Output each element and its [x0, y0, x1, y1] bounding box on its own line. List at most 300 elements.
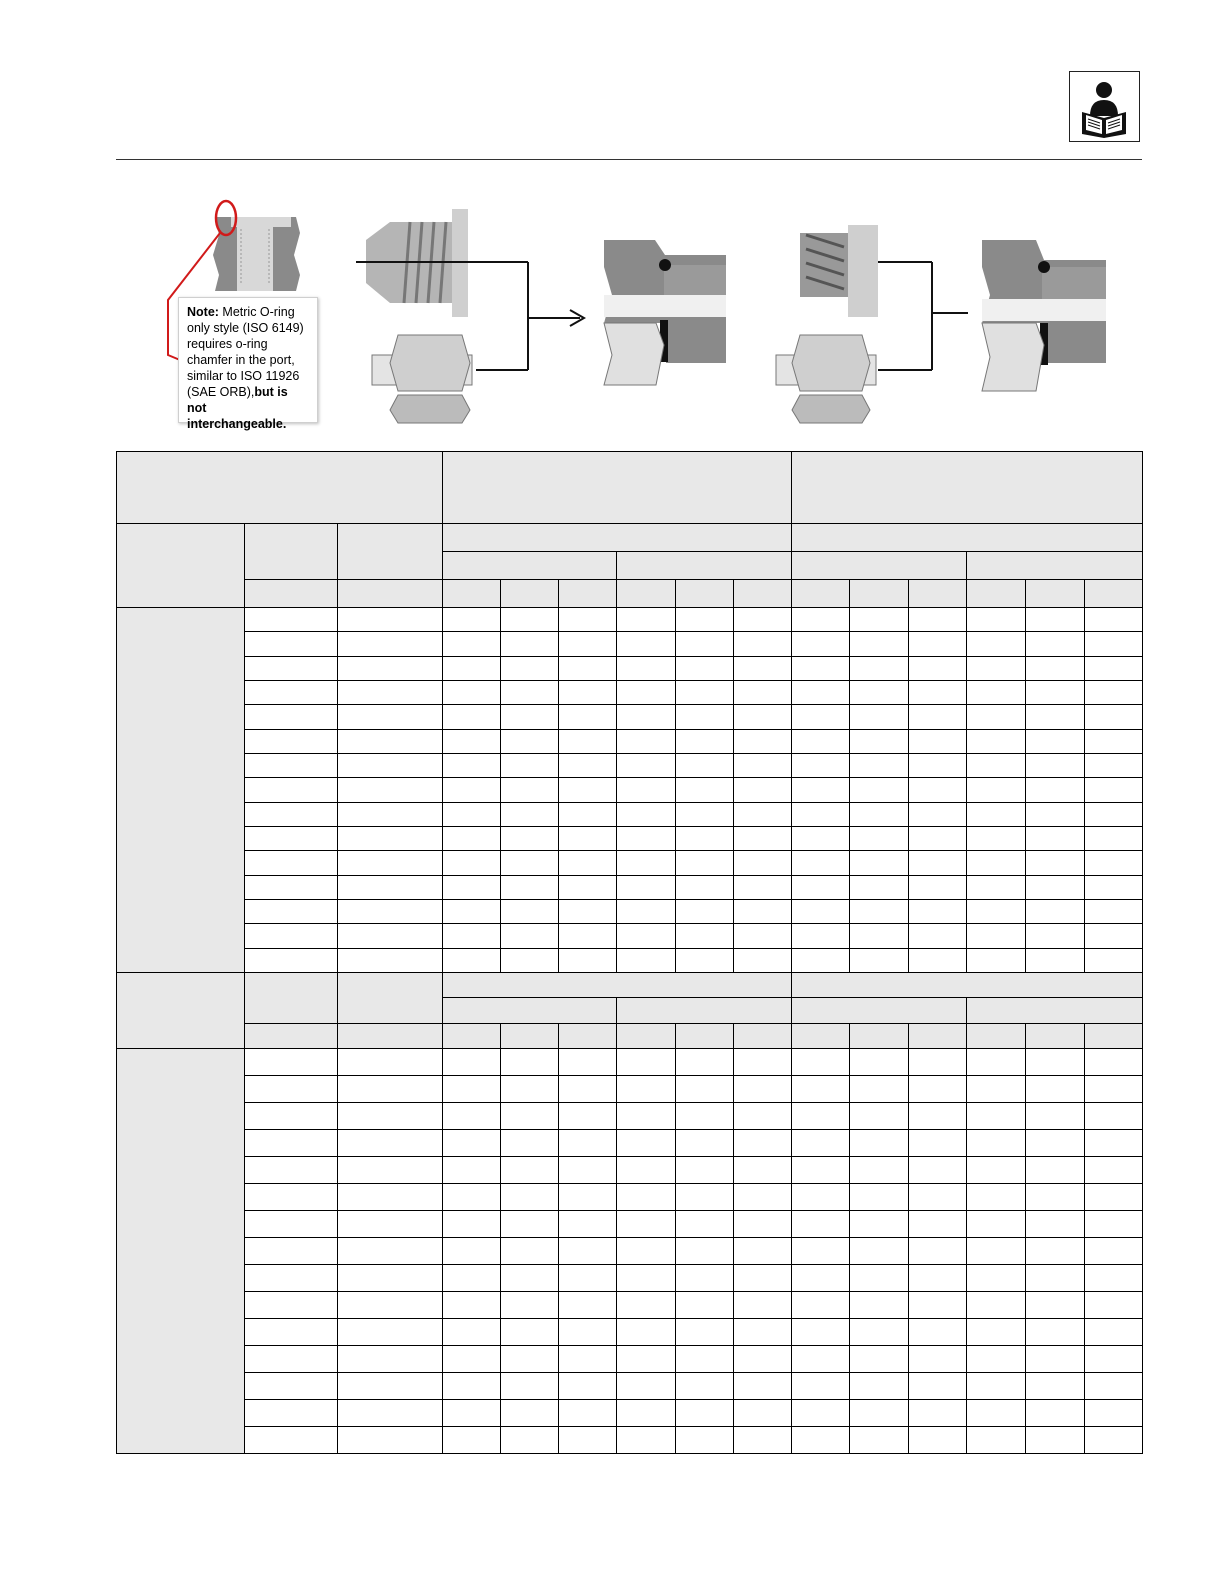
table-cell: [1084, 1264, 1142, 1291]
header-cell-group-a: [442, 452, 792, 524]
table-row: [117, 924, 1143, 948]
table-cell: [244, 753, 337, 777]
table-row: [117, 1237, 1143, 1264]
unit-header-cell: [1026, 580, 1084, 608]
table-cell: [617, 608, 675, 632]
table-cell: [617, 1291, 675, 1318]
table-cell: [908, 1426, 966, 1453]
table-cell: [733, 1399, 791, 1426]
table-cell: [1026, 875, 1084, 899]
table-cell: [617, 1075, 675, 1102]
table-cell: [338, 1156, 443, 1183]
table-cell: [908, 948, 966, 972]
table-cell: [442, 729, 500, 753]
table-cell: [559, 1291, 617, 1318]
table-cell: [966, 1345, 1025, 1372]
table-cell: [908, 1318, 966, 1345]
table-cell: [1026, 680, 1084, 704]
subgroup-header-cell: [792, 972, 1143, 997]
table-cell: [1084, 826, 1142, 850]
table-cell: [675, 753, 733, 777]
table-cell: [792, 1048, 850, 1075]
table-cell: [908, 924, 966, 948]
table-cell: [850, 1318, 908, 1345]
table-cell: [1026, 1048, 1084, 1075]
table-cell: [617, 899, 675, 923]
table-cell: [675, 948, 733, 972]
table-cell: [966, 1318, 1025, 1345]
table-cell: [617, 1183, 675, 1210]
table-cell: [733, 632, 791, 656]
table-cell: [442, 851, 500, 875]
table-cell: [617, 778, 675, 802]
table-cell: [792, 924, 850, 948]
note-text-4: chamfer in the port,: [187, 353, 295, 367]
header-cell-title: [117, 452, 443, 524]
table-row: [117, 899, 1143, 923]
table-row: [117, 1156, 1143, 1183]
table-cell: [442, 826, 500, 850]
table-cell: [338, 948, 443, 972]
table-cell: [675, 1210, 733, 1237]
table-row: [117, 1372, 1143, 1399]
table-cell: [733, 778, 791, 802]
table-cell: [559, 899, 617, 923]
table-cell: [850, 1156, 908, 1183]
table-cell: [338, 1372, 443, 1399]
table-cell: [442, 1372, 500, 1399]
table-cell: [244, 1291, 337, 1318]
table-cell: [500, 656, 558, 680]
table-cell: [338, 1183, 443, 1210]
table-cell: [1084, 924, 1142, 948]
table-cell: [617, 924, 675, 948]
table-cell: [733, 802, 791, 826]
table-cell: [559, 778, 617, 802]
table-cell: [442, 1156, 500, 1183]
table-cell: [1026, 1372, 1084, 1399]
table-row: [117, 1399, 1143, 1426]
table-cell: [338, 1048, 443, 1075]
table-row: [117, 1210, 1143, 1237]
table-cell: [792, 1345, 850, 1372]
table-cell: [1084, 1399, 1142, 1426]
table-row: [117, 680, 1143, 704]
table-cell: [442, 1075, 500, 1102]
table-cell: [908, 899, 966, 923]
table-cell: [500, 1210, 558, 1237]
table-cell: [338, 875, 443, 899]
table-cell: [338, 826, 443, 850]
table-row: [117, 705, 1143, 729]
table-cell: [792, 608, 850, 632]
table-cell: [338, 851, 443, 875]
table-cell: [908, 1156, 966, 1183]
table-cell: [338, 1264, 443, 1291]
table-cell: [500, 875, 558, 899]
table-cell: [908, 875, 966, 899]
unit-header-cell: [1084, 580, 1142, 608]
table-cell: [338, 1237, 443, 1264]
table-cell: [908, 1399, 966, 1426]
table-row: [117, 826, 1143, 850]
table-cell: [338, 1210, 443, 1237]
table-row: [117, 1291, 1143, 1318]
table-cell: [966, 729, 1025, 753]
table-cell: [675, 1183, 733, 1210]
table-cell: [675, 632, 733, 656]
table-cell: [792, 729, 850, 753]
table-cell: [559, 656, 617, 680]
table-cell: [850, 1210, 908, 1237]
table-cell: [338, 753, 443, 777]
table-cell: [850, 826, 908, 850]
table-cell: [617, 1345, 675, 1372]
unit-header-cell: [617, 580, 675, 608]
unit-group-header-cell: [966, 552, 1142, 580]
table-cell: [559, 1264, 617, 1291]
unit-group-header-cell: [966, 997, 1142, 1023]
table-cell: [500, 778, 558, 802]
table-cell: [1084, 680, 1142, 704]
unit-header-cell: [675, 1023, 733, 1048]
note-text-5: similar to ISO 11926: [187, 369, 300, 383]
table-cell: [1026, 1426, 1084, 1453]
fitting-type-cell: [117, 1048, 245, 1453]
table-cell: [244, 1318, 337, 1345]
table-cell: [1026, 1345, 1084, 1372]
table-cell: [500, 802, 558, 826]
table-cell: [617, 1156, 675, 1183]
table-row: [117, 608, 1143, 632]
table-cell: [850, 1237, 908, 1264]
table-cell: [244, 1156, 337, 1183]
table-cell: [1084, 705, 1142, 729]
unit-header-cell: [559, 1023, 617, 1048]
table-cell: [675, 1345, 733, 1372]
table-cell: [733, 1102, 791, 1129]
table-cell: [675, 1237, 733, 1264]
table-cell: [1026, 826, 1084, 850]
table-cell: [244, 1426, 337, 1453]
table-cell: [850, 1129, 908, 1156]
table-cell: [617, 948, 675, 972]
table-cell: [244, 875, 337, 899]
table-cell: [1026, 1399, 1084, 1426]
table-cell: [1084, 875, 1142, 899]
assembled-fitting-drawing-1: [604, 240, 726, 385]
unit-group-header-cell: [617, 552, 792, 580]
section-label-cell: [117, 972, 245, 1048]
table-cell: [559, 1372, 617, 1399]
table-cell: [733, 1345, 791, 1372]
size-header-cell: [244, 524, 337, 580]
table-cell: [733, 1264, 791, 1291]
table-cell: [850, 1264, 908, 1291]
table-cell: [500, 753, 558, 777]
table-cell: [617, 1426, 675, 1453]
unit-header-cell: [1084, 1023, 1142, 1048]
table-cell: [792, 1291, 850, 1318]
table-cell: [617, 1237, 675, 1264]
table-cell: [792, 851, 850, 875]
table-cell: [966, 802, 1025, 826]
table-cell: [733, 851, 791, 875]
table-cell: [338, 1345, 443, 1372]
table-cell: [442, 924, 500, 948]
table-cell: [442, 632, 500, 656]
fitting-type-cell: [117, 608, 245, 973]
table-cell: [559, 1210, 617, 1237]
table-cell: [792, 753, 850, 777]
table-cell: [675, 705, 733, 729]
table-cell: [559, 948, 617, 972]
size-header-cell: [244, 972, 337, 1023]
table-cell: [1026, 948, 1084, 972]
table-cell: [500, 1156, 558, 1183]
table-cell: [500, 1345, 558, 1372]
table-cell: [966, 1129, 1025, 1156]
table-cell: [559, 1237, 617, 1264]
table-cell: [850, 802, 908, 826]
table-cell: [442, 802, 500, 826]
table-cell: [675, 875, 733, 899]
table-cell: [850, 948, 908, 972]
table-cell: [442, 1345, 500, 1372]
table-cell: [442, 1102, 500, 1129]
table-cell: [442, 608, 500, 632]
table-cell: [850, 1183, 908, 1210]
table-cell: [850, 1075, 908, 1102]
table-cell: [792, 632, 850, 656]
table-cell: [733, 1210, 791, 1237]
table-cell: [792, 1183, 850, 1210]
table-cell: [850, 680, 908, 704]
table-cell: [442, 1426, 500, 1453]
table-row: [117, 1318, 1143, 1345]
table-cell: [338, 729, 443, 753]
table-cell: [850, 875, 908, 899]
table-cell: [675, 1129, 733, 1156]
table-cell: [500, 1318, 558, 1345]
table-cell: [244, 608, 337, 632]
table-row: [117, 1345, 1143, 1372]
table-cell: [617, 875, 675, 899]
table-cell: [792, 1129, 850, 1156]
table-cell: [1026, 1156, 1084, 1183]
table-cell: [244, 899, 337, 923]
table-cell: [244, 680, 337, 704]
table-cell: [966, 948, 1025, 972]
table-cell: [908, 851, 966, 875]
table-cell: [1084, 802, 1142, 826]
table-cell: [559, 1426, 617, 1453]
note-text-3: requires o-ring: [187, 337, 268, 351]
table-cell: [850, 608, 908, 632]
table-cell: [244, 1237, 337, 1264]
table-cell: [792, 875, 850, 899]
table-cell: [1026, 656, 1084, 680]
table-cell: [1026, 1102, 1084, 1129]
unit-header-cell: [966, 1023, 1025, 1048]
table-cell: [966, 1399, 1025, 1426]
table-cell: [338, 1075, 443, 1102]
table-cell: [617, 729, 675, 753]
table-row: [117, 1426, 1143, 1453]
table-cell: [559, 851, 617, 875]
table-cell: [850, 632, 908, 656]
table-row: [117, 1183, 1143, 1210]
table-cell: [966, 875, 1025, 899]
table-cell: [675, 1372, 733, 1399]
table-cell: [908, 1345, 966, 1372]
table-cell: [1084, 1372, 1142, 1399]
table-cell: [908, 1291, 966, 1318]
table-cell: [908, 1210, 966, 1237]
table-cell: [617, 1048, 675, 1075]
table-cell: [675, 1291, 733, 1318]
unit-group-header-cell: [442, 552, 617, 580]
table-cell: [966, 1291, 1025, 1318]
table-cell: [850, 705, 908, 729]
table-cell: [1084, 1210, 1142, 1237]
table-cell: [792, 1102, 850, 1129]
unit-group-header-cell: [442, 997, 617, 1023]
table-cell: [244, 1210, 337, 1237]
unit-group-header-cell: [792, 552, 967, 580]
unit-header-cell: [500, 1023, 558, 1048]
table-cell: [1084, 632, 1142, 656]
table-cell: [338, 1426, 443, 1453]
table-cell: [1084, 1048, 1142, 1075]
table-cell: [908, 753, 966, 777]
table-cell: [675, 608, 733, 632]
table-cell: [792, 1237, 850, 1264]
table-cell: [908, 1237, 966, 1264]
table-cell: [1084, 1156, 1142, 1183]
table-cell: [675, 1426, 733, 1453]
table-cell: [617, 802, 675, 826]
table-cell: [966, 778, 1025, 802]
table-cell: [442, 1399, 500, 1426]
table-cell: [966, 632, 1025, 656]
table-cell: [617, 753, 675, 777]
table-cell: [338, 608, 443, 632]
table-cell: [1026, 1183, 1084, 1210]
table-row: [117, 778, 1143, 802]
table-cell: [442, 705, 500, 729]
table-cell: [338, 632, 443, 656]
table-cell: [244, 778, 337, 802]
table-cell: [966, 1264, 1025, 1291]
unit-header-cell: [850, 1023, 908, 1048]
table-cell: [850, 1102, 908, 1129]
table-cell: [617, 656, 675, 680]
table-row: [117, 1075, 1143, 1102]
table-cell: [244, 826, 337, 850]
table-cell: [733, 753, 791, 777]
table-cell: [500, 705, 558, 729]
table-cell: [908, 802, 966, 826]
table-cell: [1026, 1291, 1084, 1318]
table-cell: [850, 1345, 908, 1372]
table-cell: [442, 948, 500, 972]
table-cell: [442, 680, 500, 704]
unit-header-cell: [733, 580, 791, 608]
table-cell: [850, 1399, 908, 1426]
table-cell: [244, 1102, 337, 1129]
table-cell: [966, 1210, 1025, 1237]
unit-header-cell: [850, 580, 908, 608]
table-cell: [850, 1291, 908, 1318]
table-cell: [500, 924, 558, 948]
table-cell: [792, 948, 850, 972]
table-cell: [500, 1048, 558, 1075]
section-header-row: [117, 524, 1143, 552]
table-row: [117, 1102, 1143, 1129]
unit-header-cell: [908, 580, 966, 608]
table-cell: [733, 875, 791, 899]
table-cell: [792, 1372, 850, 1399]
table-cell: [792, 1075, 850, 1102]
table-cell: [1084, 1345, 1142, 1372]
table-row: [117, 851, 1143, 875]
operator-manual-reader-icon: [1069, 71, 1140, 142]
table-cell: [675, 899, 733, 923]
table-cell: [675, 826, 733, 850]
table-cell: [966, 1237, 1025, 1264]
table-cell: [442, 1210, 500, 1237]
table-cell: [500, 1075, 558, 1102]
table-cell: [966, 608, 1025, 632]
table-cell: [559, 1156, 617, 1183]
table-cell: [244, 705, 337, 729]
table-cell: [792, 1399, 850, 1426]
table-cell: [617, 1264, 675, 1291]
table-cell: [338, 778, 443, 802]
table-cell: [792, 705, 850, 729]
table-cell: [244, 802, 337, 826]
table-cell: [966, 1102, 1025, 1129]
table-cell: [1084, 1075, 1142, 1102]
table-cell: [500, 826, 558, 850]
unit-header-cell: [442, 580, 500, 608]
table-cell: [1026, 851, 1084, 875]
table-cell: [966, 1183, 1025, 1210]
table-cell: [442, 778, 500, 802]
table-cell: [966, 1156, 1025, 1183]
thread-header-cell: [338, 972, 443, 1023]
note-text-2: only style (ISO 6149): [187, 321, 304, 335]
table-cell: [733, 705, 791, 729]
thread-header-cell: [338, 524, 443, 580]
table-cell: [338, 1318, 443, 1345]
table-cell: [908, 729, 966, 753]
table-cell: [792, 802, 850, 826]
table-cell: [442, 656, 500, 680]
table-cell: [850, 656, 908, 680]
table-cell: [244, 1075, 337, 1102]
table-cell: [338, 680, 443, 704]
table-cell: [244, 656, 337, 680]
table-row: [117, 802, 1143, 826]
table-cell: [617, 851, 675, 875]
table-cell: [559, 1048, 617, 1075]
table-cell: [966, 1048, 1025, 1075]
table-cell: [1084, 608, 1142, 632]
table-cell: [792, 826, 850, 850]
table-cell: [244, 632, 337, 656]
